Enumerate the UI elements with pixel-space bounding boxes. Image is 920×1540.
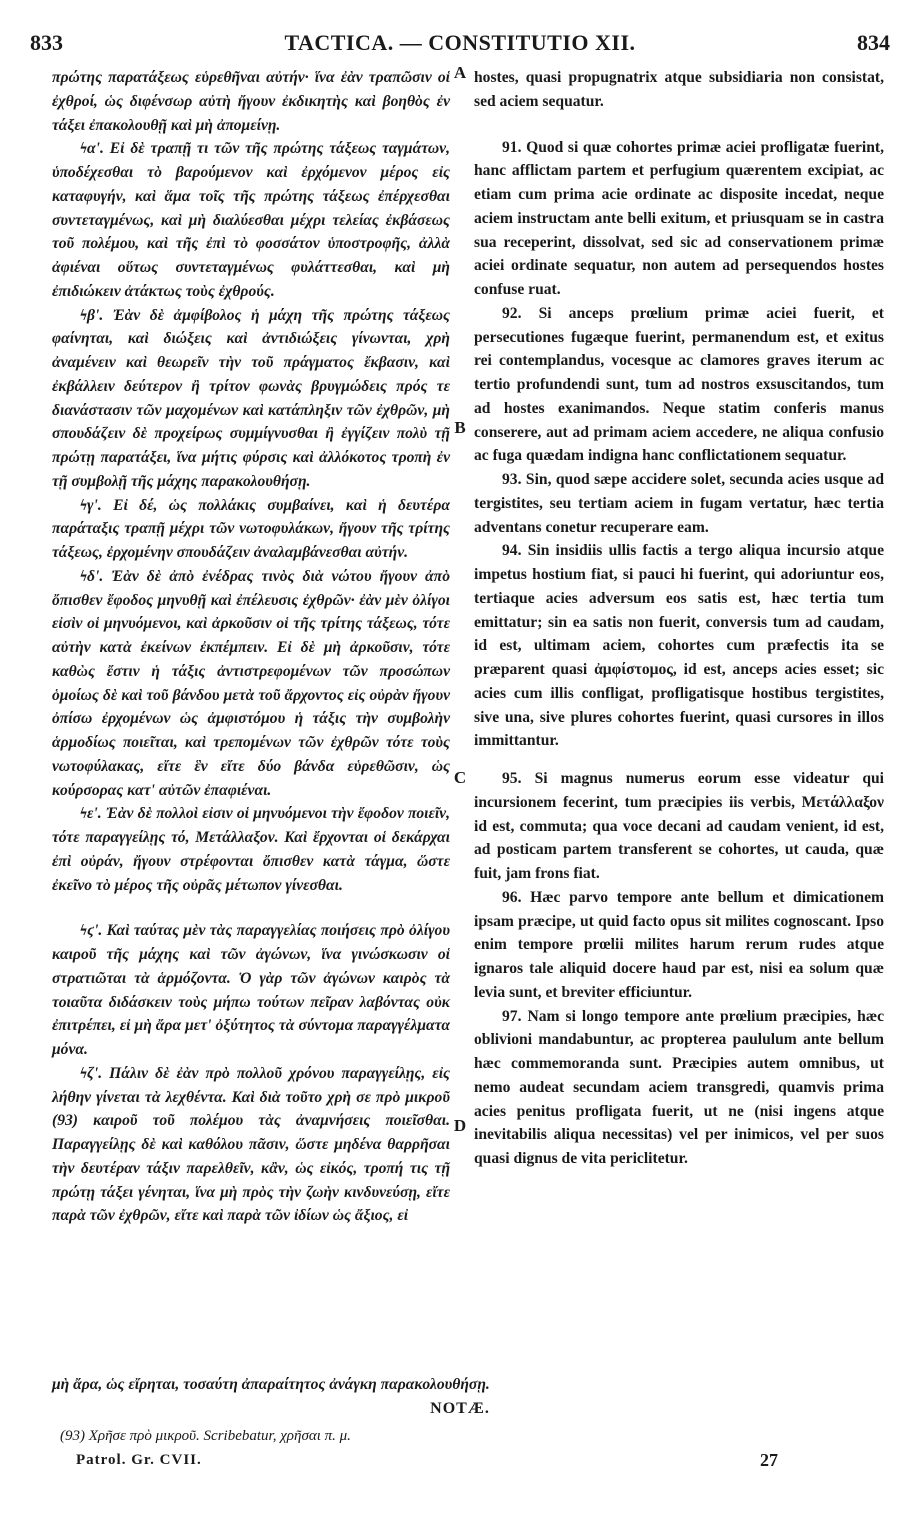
greek-paragraph-97: ϟζ'. Πάλιν δὲ ἐὰν πρὸ πολλοῦ χρόνου παραγγείλῃς, εἰς λήθην γίνεται τὰ λεχθέντα. Καὶ διὰ τοῦτο χρὴ σε πρὸ μικροῦ (93) καιροῦ τοῦ πολέμου τὰς ἀναμνήσεις ποιεῖσθαι. Παραγγείλῃς δὲ καὶ καθόλου πᾶσιν, ὥστε μηδένα θαρρῆσαι τὴν δευτέραν τάξιν παρελθεῖν, κἂν, ὡς εἰκός, τροπή τις τῇ πρώτῃ τάξει γένηται, ἵνα μὴ πρὸς τὴν ζωὴν κινδυνεύσῃ, εἴτε παρὰ τῶν ἐχθρῶν, εἴτε καὶ παρὰ τῶν ἰδίων ὡς ἄξιος, εἰ: [52, 1064, 450, 1225]
latin-paragraph-91: 91. Quod si quæ cohortes primæ aciei profligatæ fuerint, hanc afflictam partem et perfugium quærentem excipiat, ac etiam cum prima acie ordinate ac disposite incedat, neque aciem instructam ante belli exitum, et priusquam se in castra sua receperint, dissolvat, sed sic ad conservationem primæ aciei ordinate sequatur, non autem ad persequendos hostes confuse ruat.: [474, 138, 884, 298]
page-number-left: 833: [30, 30, 63, 55]
margin-marker-c: C: [453, 768, 467, 787]
greek-paragraph-93: ϟγ'. Εἰ δέ, ὡς πολλάκις συμβαίνει, καὶ ἡ δευτέρα παράταξις τραπῇ μέχρι τῶν νωτοφυλάκων, ἤγουν τῆς τρίτης τάξεως, ἐρχομένην σπουδάζειν ἀναλαμβάνεσθαι αὐτήν.: [52, 496, 450, 561]
latin-paragraph-94: 94. Sin insidiis ullis factis a tergo aliqua incursio atque impetus hostium fiat, si pauci hi fuerint, qui adoriuntur eos, tertiaque acies adversum eos satis est, hæc tertia tum emittatur; sin ea satis non fuerit, conversis tum ad caudam, id est, ultimam aciem, cohortes cum præfectis ita se præparent quasi ἀμφίστομος, id est, anceps acies esset; sic acies cum illis confligat, profligatisque hostibus tergistites, sive una, sive plures cohortes fuerint, quasi cursores in illos immittantur.: [474, 542, 884, 750]
latin-paragraph-97: 97. Nam si longo tempore ante prœlium præcipies, hæc oblivioni mandabuntur, ac propterea paululum ante bellum hæc commemoranda sunt. Præcipies autem omnibus, ut nemo audeat secundam aciem transgredi, quamvis prima acies penitus profligata fuerit, ut ne (nisi ingens atque inevitabilis aliqua necessitas) vel per inimicos, vel per suos quasi dignus de vita periclitetur.: [474, 1007, 884, 1167]
notes-heading: NOTÆ.: [430, 1400, 490, 1417]
latin-paragraph-96: 96. Hæc parvo tempore ante bellum et dimicationem ipsam præcipe, ut quid facto opus sit milites cognoscant. Ipso enim tempore prœlii milites harum rerum rudes atque ignaros tale aliquid docere haud par est, nisi ea solum quæ levia sunt, et breviter efficiuntur.: [474, 888, 884, 1001]
greek-tail-line: μὴ ἄρα, ὡς εἴρηται, τοσαύτη ἀπαραίτητος ἀνάγκη παρακολουθήσῃ.: [52, 1376, 490, 1393]
margin-marker-b: B: [454, 418, 466, 437]
running-title: TACTICA. — CONSTITUTIO XII.: [284, 30, 636, 55]
footer-series: Patrol. Gr. CVII.: [76, 1452, 202, 1468]
greek-paragraph-94: ϟδ'. Ἐὰν δὲ ἀπὸ ἐνέδρας τινὸς διὰ νώτου ἤγουν ἀπὸ ὄπισθεν ἔφοδος μηνυθῇ καὶ ἐπέλευσις ἐχθρῶν· ἐὰν μὲν ὀλίγοι εἰσὶν οἱ μηνυόμενοι, καὶ ἀρκοῦσιν οἱ τῆς τρίτης τάξεως, τότε αὐτὴν κατὰ ἐκείνων ἐκπέμπειν. Εἰ δὲ μὴ ἀρκοῦσιν, τότε καθὼς ἔστιν ἡ τάξις ἀντιστρεφομένων τῶν προσώπων ὁμοίως δὲ καὶ τοῦ βάνδου μετὰ τοῦ ἄρχοντος εἰς οὐρὰν ἤγουν ὀπίσω ἐρχομένων ὡς ἀμφιστόμου ἡ τάξις τὴν συμβολὴν ἁρμοδίως ποιεῖται, καὶ τρεπομένων τῶν ἐχθρῶν τότε τοὺς νωτοφύλακας, εἴτε ἓν εἴτε δύο βάνδα εὑρεθῶσιν, ὡς κούρσορας κατ' αὐτῶν ἐπαφιέναι.: [52, 567, 450, 799]
running-header: [30, 30, 890, 60]
page-number-right: 834: [857, 30, 890, 55]
greek-column: [52, 66, 450, 1228]
latin-paragraph-92: 92. Si anceps prœlium primæ aciei fuerit, et persecutiones fugæque fuerint, permanendum est, et exitus rei contemplandus, vocesque ac clamores graves iterum ac tertio profundendi sunt, tum ad nostros exsuscitandos, tum ad hostes exanimandos. Neque statim conferis manus conserere, aut ad primam aciem accedere, ne aliqua confusio ac fuga quædam indigna hanc conflictationem sequatur.: [474, 304, 884, 465]
footnote-93: (93) Χρῆσε πρὸ μικροῦ. Scribebatur, χρῆσαι π. μ.: [60, 1428, 351, 1444]
latin-paragraph-95: 95. Si magnus numerus eorum esse videatur qui incursionem fecerint, tum præcipies iis verbis, Μετάλλαξον id est, commuta; qua voce decani ad caudam venient, id est, ad posticam partem transferent se cohortes, ut cauda, quæ fuit, jam frons fiat.: [474, 770, 884, 882]
greek-paragraph-96: ϟϛ'. Καὶ ταύτας μὲν τὰς παραγγελίας ποιήσεις πρὸ ὀλίγου καιροῦ τῆς μάχης καὶ τῶν ἀγώνων, ἵνα γινώσκωσιν οἱ στρατιῶται τὰ ἁρμόζοντα. Ὁ γὰρ τῶν ἀγώνων καιρὸς τὰ τοιαῦτα διδάσκειν τοὺς μήπω τούτων πεῖραν λαβόντας οὐκ ἐπιτρέπει, εἰ μὴ ἄρα μετ' ὀξύτητος τὰ σύντομα παραγγέλματα μόνα.: [52, 922, 450, 1058]
latin-paragraph: hostes, quasi propugnatrix atque subsidiaria non consistat, sed aciem sequatur.: [474, 69, 884, 110]
margin-marker-d: D: [453, 1116, 467, 1135]
greek-paragraph-92: ϟβ'. Ἐὰν δὲ ἀμφίβολος ἡ μάχη τῆς πρώτης τάξεως φαίνηται, καὶ διώξεις καὶ ἀντιδιώξεις γίνωνται, χρὴ ἀναμένειν καὶ θεωρεῖν τὴν τοῦ πράγματος ἔκβασιν, καὶ ἐκβάλλειν δεύτερον ἢ τρίτον φωνὰς βρυγμώδεις πρός τε διανάστασιν τῶν μαχομένων καὶ κατάπληξιν τῶν ἐχθρῶν, μὴ σπουδάζειν δὲ προχείρως συμμίγνυσθαι ἢ ἐγγίζειν πολὺ τῇ πρώτῃ παρατάξει, ἵνα μήτις φύρσις καὶ ἀλλόκοτος τροπὴ ἐν τῇ συμβολῇ τῆς μάχης παρακολουθήσῃ.: [52, 306, 450, 490]
latin-paragraph-93: 93. Sin, quod sæpe accidere solet, secunda acies usque ad tergistites, seu tertiam aciem in fugam vertatur, hæc tertia adventans conetur recuperare eam.: [474, 471, 884, 536]
margin-marker-a: A: [453, 63, 467, 82]
greek-paragraph-95: ϟε'. Ἐὰν δὲ πολλοὶ εἰσιν οἱ μηνυόμενοι τὴν ἔφοδον ποιεῖν, τότε παραγγείλῃς τό, Μετάλλαξον. Καὶ ἔρχονται οἱ δεκάρχαι ἐπὶ οὐράν, ἤγουν στρέφονται ὄπισθεν κατὰ τάγμα, ὥστε ἐκεῖνο τὸ μέρος τῆς οὐρᾶς μέτωπον γίνεσθαι.: [52, 805, 450, 894]
greek-paragraph: πρώτης παρατάξεως εὑρεθῆναι αὐτήν· ἵνα ἐὰν τραπῶσιν οἱ ἐχθροί, ὡς διφένσωρ αὐτὴ ἤγουν ἐκδικητὴς καὶ βοηθὸς ἐν τάξει ἐπακολουθῇ καὶ μὴ ἀπομείνῃ.: [52, 69, 450, 134]
latin-column: [474, 66, 884, 1171]
footer-signature: 27: [760, 1450, 778, 1470]
greek-paragraph-91: ϟα'. Εἰ δὲ τραπῇ τι τῶν τῆς πρώτης τάξεως ταγμάτων, ὑποδέχεσθαι τὸ βαρούμενον καὶ ἐρχόμενον μέρος εἰς καταφυγήν, καὶ ἅμα τοῖς τῆς πρώτης τάξεως ἐπέρχεσθαι συντεταγμένως, καὶ μὴ διαλύεσθαι μέχρι τελείας ἐκβάσεως τοῦ πολέμου, καὶ τῆς ἐπὶ τὸ φοσσάτον ὑποστροφῆς, ἀλλὰ ἀφιέναι οὕτως συντεταγμένως φυλάττεσθαι, καὶ μὴ ἐπιδιώκειν ἀτάκτως τοὺς ἐχθρούς.: [52, 140, 450, 300]
